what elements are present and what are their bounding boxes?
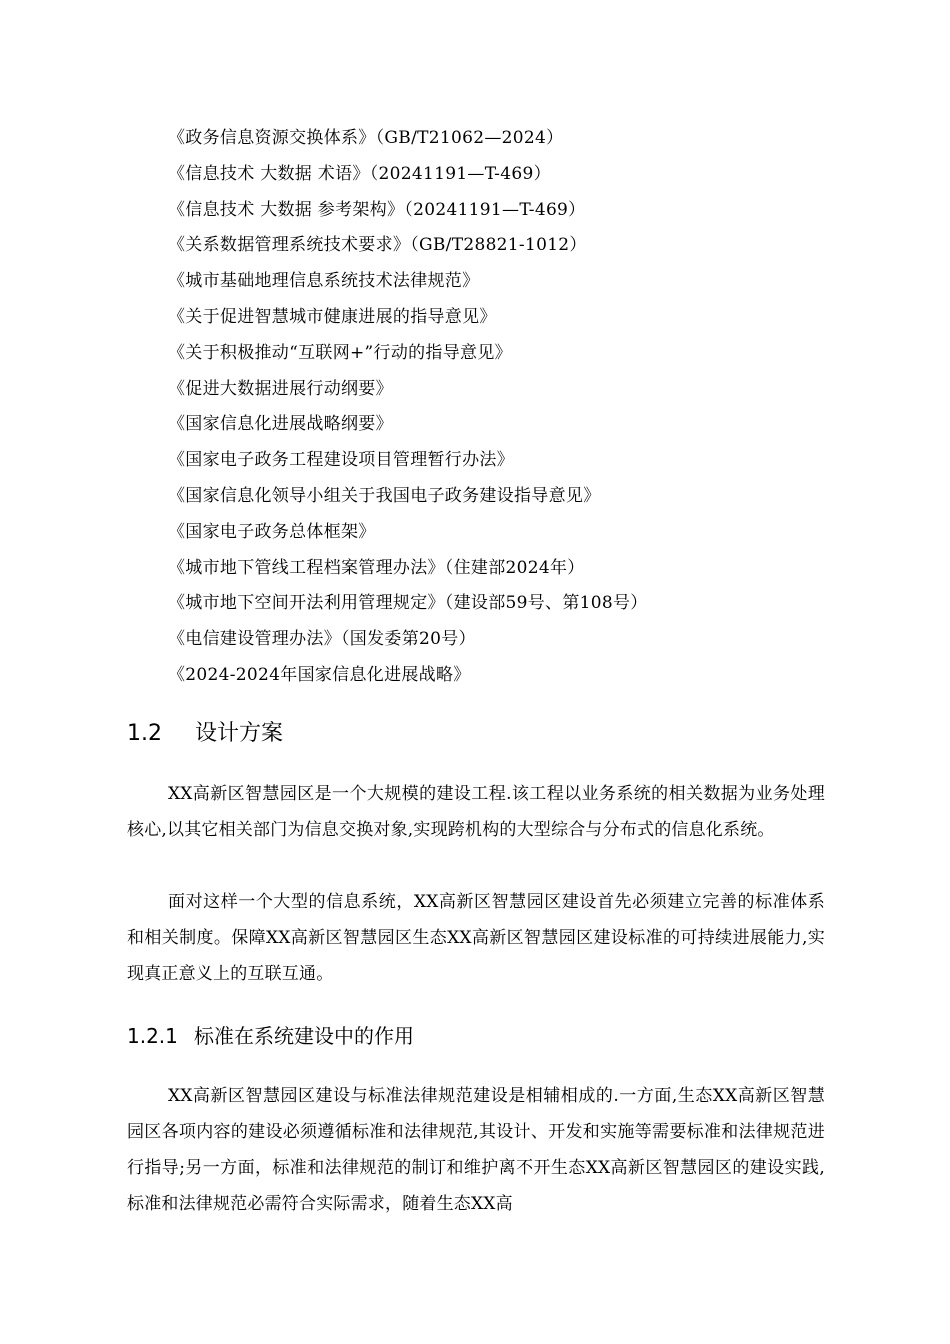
body-paragraph: XX高新区智慧园区是一个大规模的建设工程.该工程以业务系统的相关数据为业务处理核心,以其它相关部门为信息交换对象,实现跨机构的大型综合与分布式的信息化系统。 [127, 784, 825, 840]
reference-item: 《城市地下管线工程档案管理办法》（住建部2024年） [168, 557, 585, 578]
reference-item: 《2024-2024年国家信息化进展战略》 [168, 664, 471, 685]
reference-item: 《关于积极推动“互联网+”行动的指导意见》 [168, 342, 512, 363]
section-number: 1.2 [127, 721, 162, 746]
subsection-title: 标准在系统建设中的作用 [194, 1024, 414, 1048]
reference-item: 《电信建设管理办法》（国发委第20号） [168, 629, 476, 650]
reference-list [168, 125, 648, 698]
subsection-number: 1.2.1 [127, 1024, 178, 1048]
reference-item: 《政务信息资源交换体系》（GB/T21062—2024） [168, 128, 564, 148]
section-heading [127, 716, 283, 752]
reference-item: 《国家电子政务总体框架》 [168, 521, 376, 542]
reference-item: 《城市地下空间开法利用管理规定》（建设部59号、第108号） [168, 593, 648, 614]
reference-item: 《国家信息化进展战略纲要》 [168, 414, 393, 435]
reference-item: 《促进大数据进展行动纲要》 [168, 378, 393, 399]
reference-item: 《城市基础地理信息系统技术法律规范》 [168, 271, 480, 292]
reference-item: 《关于促进智慧城市健康进展的指导意见》 [168, 306, 497, 327]
reference-item: 《信息技术 大数据 参考架构》（20241191—T-469） [168, 199, 586, 220]
reference-item: 《国家电子政务工程建设项目管理暂行办法》 [168, 450, 514, 471]
subsection-heading [127, 1019, 414, 1053]
body-paragraph: 面对这样一个大型的信息系统，XX高新区智慧园区建设首先必须建立完善的标准体系和相关制度。保障XX高新区智慧园区生态XX高新区智慧园区建设标准的可持续进展能力,实现真正意义上的互联互通。 [127, 892, 825, 984]
reference-item: 《国家信息化领导小组关于我国电子政务建设指导意见》 [168, 485, 601, 506]
reference-item: 《关系数据管理系统技术要求》（GB/T28821-1012） [168, 235, 587, 256]
reference-item: 《信息技术 大数据 术语》（20241191—T-469） [168, 163, 551, 184]
section-title: 设计方案 [195, 721, 284, 746]
body-paragraph: XX高新区智慧园区建设与标准法律规范建设是相辅相成的.一方面,生态XX高新区智慧园区各项内容的建设必须遵循标准和法律规范,其设计、开发和实施等需要标准和法律规范进行指导;另一方面，标准和法律规范的制订和维护离不开生态XX高新区智慧园区的建设实践,标准和法律规范必需符合实际需求，随着生态XX高 [127, 1086, 825, 1214]
